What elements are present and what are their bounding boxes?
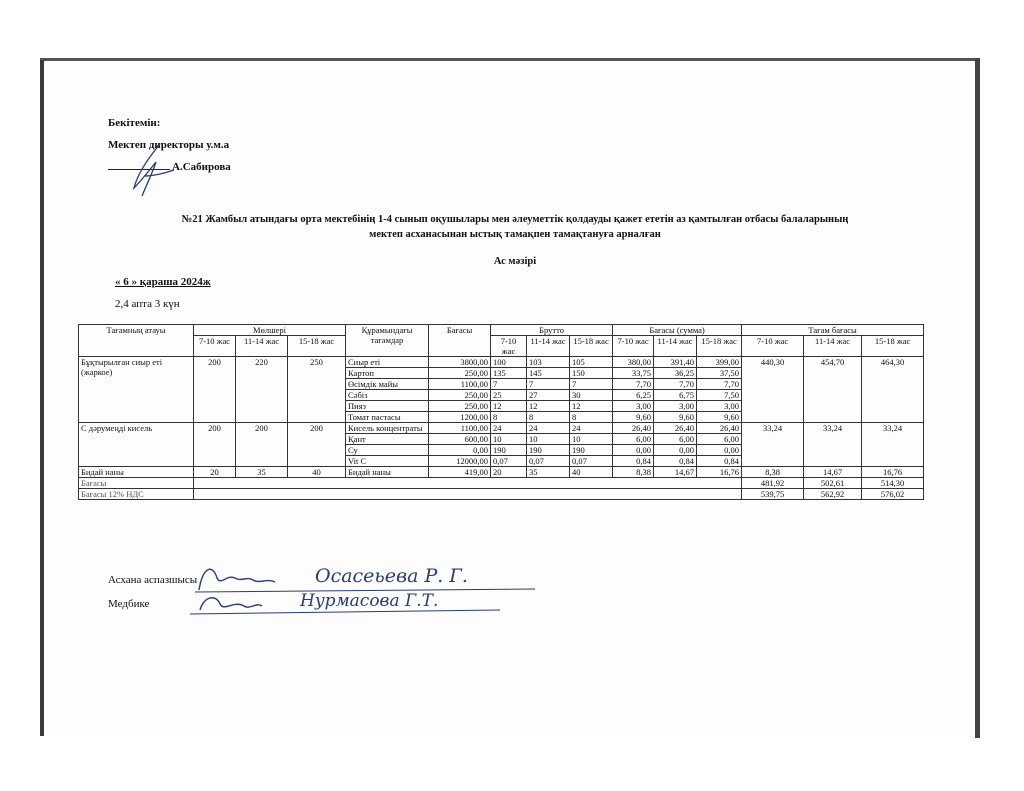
approval-position: Мектеп директоры у.м.а bbox=[108, 139, 230, 151]
approval-signer: А.Сабирова bbox=[172, 161, 231, 173]
dish-price: 33,24 bbox=[862, 423, 924, 467]
ingredient-sum: 33,75 bbox=[613, 368, 654, 379]
ingredient-gross: 7 bbox=[491, 379, 527, 390]
ingredient-sum: 0,84 bbox=[654, 456, 697, 467]
total-label: Бағасы bbox=[79, 478, 194, 489]
table-row bbox=[79, 423, 924, 434]
header-gross: Брутто bbox=[491, 325, 613, 336]
ingredient-name: Су bbox=[346, 445, 429, 456]
cook-name: Осасеьева Р. Г. bbox=[315, 565, 468, 587]
dish-price: 440,30 bbox=[742, 357, 804, 423]
menu-week: 2,4 апта 3 күн bbox=[115, 298, 180, 310]
ingredient-price: 0,00 bbox=[429, 445, 491, 456]
header-age: 15-18 жас bbox=[697, 336, 742, 357]
ingredient-gross: 190 bbox=[491, 445, 527, 456]
cook-row bbox=[108, 574, 197, 586]
total-value: 514,30 bbox=[862, 478, 924, 489]
header-price: Бағасы bbox=[429, 325, 491, 357]
header-dish: Тағамның атауы bbox=[79, 325, 194, 357]
ingredient-sum: 16,76 bbox=[697, 467, 742, 478]
dish-price: 33,24 bbox=[804, 423, 862, 467]
dish-amount: 220 bbox=[236, 357, 288, 423]
ingredient-price: 600,00 bbox=[429, 434, 491, 445]
ingredient-gross: 0,07 bbox=[527, 456, 570, 467]
header-row bbox=[79, 325, 924, 336]
ingredient-gross: 35 bbox=[527, 467, 570, 478]
ingredient-sum: 6,00 bbox=[654, 434, 697, 445]
header-age: 11-14 жас bbox=[654, 336, 697, 357]
ingredient-sum: 399,00 bbox=[697, 357, 742, 368]
ingredient-gross: 135 bbox=[491, 368, 527, 379]
header-age: 7-10 жас bbox=[194, 336, 236, 357]
ingredient-name: Қант bbox=[346, 434, 429, 445]
scan-edge bbox=[975, 58, 980, 738]
ingredient-price: 12000,00 bbox=[429, 456, 491, 467]
nurse-label: Медбике bbox=[108, 598, 150, 610]
ingredient-gross: 0,07 bbox=[570, 456, 613, 467]
header-ingredients: Құрамындағы тағамдар bbox=[346, 325, 429, 357]
dish-price: 454,70 bbox=[804, 357, 862, 423]
header-age: 15-18 жас bbox=[862, 336, 924, 357]
ingredient-gross: 103 bbox=[527, 357, 570, 368]
table-row bbox=[79, 357, 924, 368]
dish-amount: 20 bbox=[194, 467, 236, 478]
nurse-signature bbox=[190, 582, 510, 618]
ingredient-price: 250,00 bbox=[429, 368, 491, 379]
ingredient-sum: 26,40 bbox=[654, 423, 697, 434]
header-age: 15-18 жас bbox=[288, 336, 346, 357]
ingredient-gross: 100 bbox=[491, 357, 527, 368]
ingredient-sum: 9,60 bbox=[613, 412, 654, 423]
dish-price: 14,67 bbox=[804, 467, 862, 478]
menu-date: « 6 » қараша 2024ж bbox=[115, 276, 211, 288]
header-amount: Мөлшері bbox=[194, 325, 346, 336]
ingredient-sum: 0,00 bbox=[697, 445, 742, 456]
ingredient-name: Кисель концентраты bbox=[346, 423, 429, 434]
ingredient-sum: 6,00 bbox=[613, 434, 654, 445]
total-value: 539,75 bbox=[742, 489, 804, 500]
dish-name: С дәрумеңді кисель bbox=[79, 423, 194, 467]
ingredient-sum: 391,40 bbox=[654, 357, 697, 368]
ingredient-price: 1100,00 bbox=[429, 379, 491, 390]
ingredient-sum: 7,50 bbox=[697, 390, 742, 401]
ingredient-sum: 7,70 bbox=[697, 379, 742, 390]
ingredient-gross: 105 bbox=[570, 357, 613, 368]
header-age: 7-10 жас bbox=[491, 336, 527, 357]
ingredient-gross: 8 bbox=[570, 412, 613, 423]
ingredient-name: Сиыр еті bbox=[346, 357, 429, 368]
dish-amount: 200 bbox=[194, 357, 236, 423]
dish-price: 16,76 bbox=[862, 467, 924, 478]
dish-amount: 200 bbox=[288, 423, 346, 467]
ingredient-gross: 8 bbox=[491, 412, 527, 423]
dish-price: 8,38 bbox=[742, 467, 804, 478]
ingredient-gross: 10 bbox=[570, 434, 613, 445]
ingredient-gross: 150 bbox=[570, 368, 613, 379]
ingredient-sum: 14,67 bbox=[654, 467, 697, 478]
dish-name: Бидай наны bbox=[79, 467, 194, 478]
ingredient-gross: 7 bbox=[527, 379, 570, 390]
ingredient-sum: 7,70 bbox=[613, 379, 654, 390]
ingredient-sum: 380,00 bbox=[613, 357, 654, 368]
ingredient-gross: 24 bbox=[491, 423, 527, 434]
nurse-row bbox=[108, 598, 149, 610]
ingredient-price: 250,00 bbox=[429, 401, 491, 412]
header-age: 7-10 жас bbox=[613, 336, 654, 357]
ingredient-gross: 24 bbox=[570, 423, 613, 434]
total-value: 502,61 bbox=[804, 478, 862, 489]
ingredient-sum: 26,40 bbox=[697, 423, 742, 434]
ingredient-gross: 145 bbox=[527, 368, 570, 379]
ingredient-name: Vit C bbox=[346, 456, 429, 467]
ingredient-sum: 3,00 bbox=[697, 401, 742, 412]
dish-amount: 200 bbox=[194, 423, 236, 467]
director-signature bbox=[130, 142, 180, 198]
ingredient-sum: 0,84 bbox=[613, 456, 654, 467]
dish-name: Бұқтырылған сиыр еті (жаркое) bbox=[79, 357, 194, 423]
dish-price: 464,30 bbox=[862, 357, 924, 423]
title-line-2: мектеп асханасынан ыстық тамақпен тамақтануға арналған bbox=[369, 229, 661, 240]
header-dish-price: Тағам бағасы bbox=[742, 325, 924, 336]
ingredient-price: 419,00 bbox=[429, 467, 491, 478]
total-row bbox=[79, 489, 924, 500]
ingredient-gross: 20 bbox=[491, 467, 527, 478]
ingredient-name: Сәбіз bbox=[346, 390, 429, 401]
total-row bbox=[79, 478, 924, 489]
total-value: 481,92 bbox=[742, 478, 804, 489]
dish-price: 33,24 bbox=[742, 423, 804, 467]
header-age: 15-18 жас bbox=[570, 336, 613, 357]
total-value: 576,02 bbox=[862, 489, 924, 500]
total-spacer bbox=[194, 489, 742, 500]
cook-label: Асхана аспазшысы bbox=[108, 574, 198, 586]
ingredient-gross: 8 bbox=[527, 412, 570, 423]
ingredient-sum: 9,60 bbox=[697, 412, 742, 423]
ingredient-name: Томат пастасы bbox=[346, 412, 429, 423]
ingredient-gross: 30 bbox=[570, 390, 613, 401]
header-age: 11-14 жас bbox=[236, 336, 288, 357]
header-row bbox=[79, 336, 924, 357]
dish-amount: 200 bbox=[236, 423, 288, 467]
total-spacer bbox=[194, 478, 742, 489]
ingredient-gross: 0,07 bbox=[491, 456, 527, 467]
ingredient-price: 1200,00 bbox=[429, 412, 491, 423]
ingredient-name: Өсімдік майы bbox=[346, 379, 429, 390]
ingredient-name: Бидай наны bbox=[346, 467, 429, 478]
ingredient-gross: 25 bbox=[491, 390, 527, 401]
approval-heading: Бекітемін: bbox=[108, 117, 161, 129]
ingredient-price: 250,00 bbox=[429, 390, 491, 401]
dish-amount: 250 bbox=[288, 357, 346, 423]
ingredient-gross: 7 bbox=[570, 379, 613, 390]
ingredient-sum: 6,75 bbox=[654, 390, 697, 401]
ingredient-gross: 40 bbox=[570, 467, 613, 478]
ingredient-gross: 12 bbox=[570, 401, 613, 412]
ingredient-sum: 26,40 bbox=[613, 423, 654, 434]
ingredient-sum: 3,00 bbox=[654, 401, 697, 412]
ingredient-price: 1100,00 bbox=[429, 423, 491, 434]
ingredient-gross: 27 bbox=[527, 390, 570, 401]
header-age: 11-14 жас bbox=[527, 336, 570, 357]
ingredient-sum: 36,25 bbox=[654, 368, 697, 379]
title-line-1: №21 Жамбыл атындағы орта мектебінің 1-4 сынып оқушылары мен әлеуметтік қолдауды қажет ететін аз қамтылған отбасы балаларының bbox=[181, 214, 849, 225]
ingredient-sum: 9,60 bbox=[654, 412, 697, 423]
ingredient-gross: 24 bbox=[527, 423, 570, 434]
ingredient-gross: 12 bbox=[491, 401, 527, 412]
ingredient-gross: 190 bbox=[570, 445, 613, 456]
ingredient-sum: 6,00 bbox=[697, 434, 742, 445]
ingredient-gross: 190 bbox=[527, 445, 570, 456]
nurse-name: Нурмасова Г.Т. bbox=[300, 591, 439, 611]
ingredient-sum: 0,00 bbox=[654, 445, 697, 456]
ingredient-name: Картоп bbox=[346, 368, 429, 379]
ingredient-name: Пияз bbox=[346, 401, 429, 412]
ingredient-gross: 10 bbox=[491, 434, 527, 445]
total-label: Бағасы 12% НДС bbox=[79, 489, 194, 500]
header-sum: Бағасы (сумма) bbox=[613, 325, 742, 336]
total-value: 562,92 bbox=[804, 489, 862, 500]
ingredient-sum: 37,50 bbox=[697, 368, 742, 379]
ingredient-sum: 7,70 bbox=[654, 379, 697, 390]
dish-amount: 40 bbox=[288, 467, 346, 478]
ingredient-gross: 12 bbox=[527, 401, 570, 412]
ingredient-sum: 0,00 bbox=[613, 445, 654, 456]
table-row bbox=[79, 467, 924, 478]
menu-title: Ас мәзірі bbox=[493, 256, 537, 267]
ingredient-sum: 0,84 bbox=[697, 456, 742, 467]
document-title bbox=[80, 212, 950, 242]
ingredient-sum: 8,38 bbox=[613, 467, 654, 478]
ingredient-sum: 3,00 bbox=[613, 401, 654, 412]
header-age: 7-10 жас bbox=[742, 336, 804, 357]
header-age: 11-14 жас bbox=[804, 336, 862, 357]
ingredient-sum: 6,25 bbox=[613, 390, 654, 401]
ingredient-price: 3800,00 bbox=[429, 357, 491, 368]
ingredient-gross: 10 bbox=[527, 434, 570, 445]
dish-amount: 35 bbox=[236, 467, 288, 478]
menu-table bbox=[78, 324, 924, 500]
